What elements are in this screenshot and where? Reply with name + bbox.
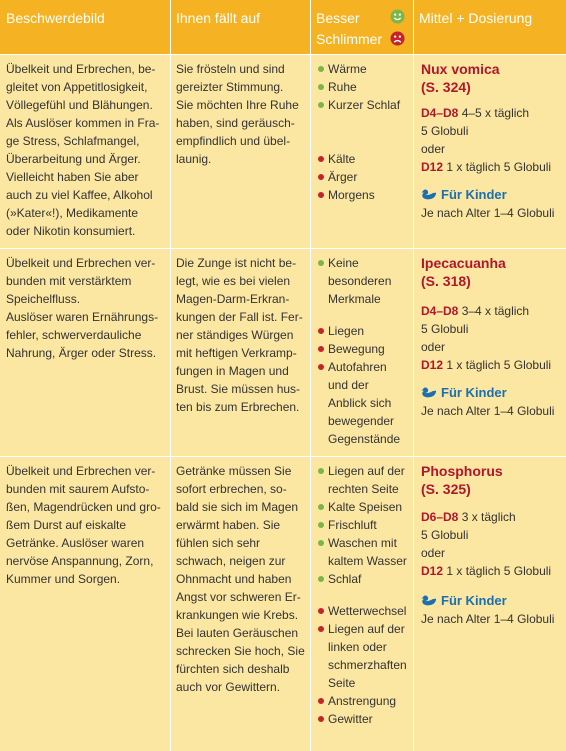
kids-label: Für Kinder — [441, 385, 507, 400]
notice-cell — [176, 60, 308, 168]
column-divider — [310, 0, 311, 751]
worse-item-label: Anblick sich — [328, 396, 392, 410]
better-worse-cell — [318, 60, 413, 204]
worse-item-label: Kälte — [328, 152, 356, 166]
kids-text: Je nach Alter 1–4 Globuli — [421, 404, 555, 418]
remedy-cell — [421, 254, 566, 420]
or-label: oder — [421, 546, 446, 560]
better-item-label: Keine — [328, 256, 359, 270]
green-dot-icon — [318, 66, 324, 72]
text-line: Speichelfluss. — [6, 292, 81, 306]
text-line: fungen in Magen und — [176, 364, 289, 378]
green-dot-icon — [318, 84, 324, 90]
worse-item-label: Wetterwechsel — [328, 604, 407, 618]
text-line: (»Kater«!), Medikamente — [6, 206, 139, 220]
remedy-name: Phosphorus — [421, 463, 503, 479]
better-item-label: Merkmale — [328, 292, 381, 306]
notice-cell — [176, 254, 308, 416]
dose-text: 4–5 x täglich — [461, 106, 530, 120]
dose-text: 1 x täglich 5 Globuli — [446, 564, 552, 578]
text-line: Brust. Sie müssen hus- — [176, 382, 301, 396]
better-item — [318, 96, 413, 114]
better-item — [318, 534, 413, 552]
worse-item-label: Seite — [328, 676, 356, 690]
better-item-label: Kalte Speisen — [328, 500, 403, 514]
remedy-cell — [421, 60, 566, 222]
complaint-cell — [6, 60, 166, 240]
better-item-continuation — [318, 480, 413, 498]
better-item-continuation — [318, 552, 413, 570]
text-line: ten bis zum Erbrechen. — [176, 400, 300, 414]
duck-icon — [421, 386, 437, 398]
text-line: fehler, schwerverdauliche — [6, 328, 142, 342]
dose-potency: D4–D8 — [421, 304, 459, 318]
worse-item-label: Autofahren — [328, 360, 387, 374]
red-dot-icon — [318, 156, 324, 162]
dose-amount: 5 Globuli — [421, 322, 469, 336]
remedy-name: Ipecacuanha — [421, 255, 506, 271]
worse-item-continuation — [318, 430, 413, 448]
text-line: Ohnmacht und haben — [176, 572, 292, 586]
kids-text: Je nach Alter 1–4 Globuli — [421, 206, 555, 220]
text-line: Überarbeitung und Ärger. — [6, 152, 141, 166]
green-dot-icon — [318, 504, 324, 510]
red-dot-icon — [318, 698, 324, 704]
dose-line — [421, 356, 566, 374]
better-item-label: Waschen mit — [328, 536, 397, 550]
worse-item-label: Liegen auf der — [328, 622, 405, 636]
header-notice-label: Ihnen fällt auf — [176, 10, 261, 26]
text-line: Kummer und Sorgen. — [6, 572, 121, 586]
kids-label: Für Kinder — [441, 593, 507, 608]
dose-line — [421, 104, 566, 122]
worse-item — [318, 150, 413, 168]
text-line: fühlen sich sehr — [176, 536, 261, 550]
text-line: Angst vor schweren Er- — [176, 590, 301, 604]
worse-item — [318, 710, 413, 728]
better-item-label: Kurzer Schlaf — [328, 98, 401, 112]
kids-heading — [421, 592, 566, 610]
better-item-label: rechten Seite — [328, 482, 399, 496]
text-line: Sie frösteln und sind — [176, 62, 285, 76]
worse-item-label: Ärger — [328, 170, 358, 184]
worse-item — [318, 620, 413, 638]
green-dot-icon — [318, 576, 324, 582]
better-worse-cell — [318, 462, 413, 728]
text-line: legt, wie es bei vielen — [176, 274, 291, 288]
text-line: Getränke müssen Sie — [176, 464, 292, 478]
header-complaint — [0, 0, 170, 54]
dose-potency: D6–D8 — [421, 510, 459, 524]
text-line: ßem Durst auf eiskalte — [6, 518, 127, 532]
row-divider — [0, 456, 566, 457]
worse-item-label: Anstrengung — [328, 694, 397, 708]
better-item-label: besonderen — [328, 274, 392, 288]
better-item — [318, 78, 413, 96]
text-line: Bei lauten Geräuschen — [176, 626, 299, 640]
sad-face-icon — [390, 31, 405, 46]
worse-item — [318, 168, 413, 186]
header-remedy — [413, 0, 566, 54]
dose-text: 1 x täglich 5 Globuli — [446, 160, 552, 174]
dose-potency: D12 — [421, 358, 444, 372]
kids-text: Je nach Alter 1–4 Globuli — [421, 612, 555, 626]
duck-icon — [421, 188, 437, 200]
worse-item — [318, 322, 413, 340]
worse-item-continuation — [318, 412, 413, 430]
dose-line — [421, 562, 566, 580]
smiling-face-icon — [390, 9, 405, 24]
red-dot-icon — [318, 192, 324, 198]
text-line: ge Stress, Schlafmangel, — [6, 134, 140, 148]
text-line: ßen, Magendrücken und gro- — [6, 500, 161, 514]
text-line: haben, sind geräusch- — [176, 116, 295, 130]
worse-item-label: Morgens — [328, 188, 375, 202]
column-divider — [170, 0, 171, 751]
better-item — [318, 498, 413, 516]
text-line: Nahrung, Ärger oder Stress. — [6, 346, 157, 360]
dose-line — [421, 158, 566, 176]
worse-item — [318, 186, 413, 204]
worse-item — [318, 602, 413, 620]
worse-item-continuation — [318, 656, 413, 674]
header-worse-label: Schlimmer — [316, 31, 383, 47]
better-item — [318, 254, 413, 272]
text-line: oder Nikotin konsumiert. — [6, 224, 136, 238]
red-dot-icon — [318, 174, 324, 180]
better-item — [318, 516, 413, 534]
better-item-continuation — [318, 290, 413, 308]
worse-item-label: schmerzhaften — [328, 658, 407, 672]
text-line: auch vor Gewittern. — [176, 680, 281, 694]
dose-text: 3–4 x täglich — [461, 304, 530, 318]
complaint-cell — [6, 254, 166, 362]
better-item — [318, 570, 413, 588]
worse-item-continuation — [318, 638, 413, 656]
text-line: Die Zunge ist nicht be- — [176, 256, 297, 270]
red-dot-icon — [318, 608, 324, 614]
text-line: Magen-Darm-Erkran- — [176, 292, 290, 306]
duck-icon — [421, 594, 437, 606]
text-line: mit heftigen Verkramp- — [176, 346, 297, 360]
worse-item-continuation — [318, 376, 413, 394]
text-line: bald sie sich im Magen — [176, 500, 299, 514]
worse-item-label: Gewitter — [328, 712, 373, 726]
dose-line — [421, 508, 566, 526]
dose-amount: 5 Globuli — [421, 528, 469, 542]
row-divider — [0, 248, 566, 249]
header-complaint-label: Beschwerdebild — [6, 10, 105, 26]
green-dot-icon — [318, 468, 324, 474]
text-line: Sie möchten Ihre Ruhe — [176, 98, 299, 112]
remedy-page: (S. 318) — [421, 273, 471, 289]
better-item-label: kaltem Wasser — [328, 554, 407, 568]
text-line: Übelkeit und Erbrechen ver- — [6, 464, 156, 478]
text-line: nervöse Anspannung, Zorn, — [6, 554, 154, 568]
header-better-worse — [310, 0, 413, 54]
remedy-page: (S. 325) — [421, 481, 471, 497]
text-line: Getränke. Auslöser waren — [6, 536, 145, 550]
header-better-label: Besser — [316, 10, 360, 26]
notice-cell — [176, 462, 308, 696]
worse-item-label: Gegenstände — [328, 432, 401, 446]
worse-item — [318, 692, 413, 710]
or-label: oder — [421, 142, 446, 156]
text-line: bunden mit verstärktem — [6, 274, 132, 288]
red-dot-icon — [318, 626, 324, 632]
text-line: Auslöser waren Ernährungs- — [6, 310, 159, 324]
table-header — [0, 0, 566, 54]
dose-line — [421, 302, 566, 320]
red-dot-icon — [318, 716, 324, 722]
text-line: auch zu viel Kaffee, Alkohol — [6, 188, 153, 202]
text-line: Als Auslöser kommen in Fra- — [6, 116, 160, 130]
row-divider — [0, 54, 566, 55]
green-dot-icon — [318, 260, 324, 266]
header-notice — [170, 0, 310, 54]
dose-text: 3 x täglich — [461, 510, 516, 524]
column-divider — [413, 0, 414, 751]
worse-item-label: Liegen — [328, 324, 365, 338]
text-line: Übelkeit und Erbrechen, be- — [6, 62, 156, 76]
text-line: schwach, neigen zur — [176, 554, 286, 568]
dose-potency: D12 — [421, 160, 444, 174]
worse-item — [318, 340, 413, 358]
red-dot-icon — [318, 346, 324, 352]
kids-heading — [421, 186, 566, 204]
worse-item — [318, 358, 413, 376]
complaint-cell — [6, 462, 166, 588]
text-line: bunden mit saurem Aufsto- — [6, 482, 150, 496]
or-label: oder — [421, 340, 446, 354]
text-line: Völlegefühl und Blähungen. — [6, 98, 153, 112]
text-line: empfindlich und übel- — [176, 134, 291, 148]
header-remedy-label: Mittel + Dosierung — [419, 10, 533, 26]
better-item-label: Frischluft — [328, 518, 377, 532]
worse-item-continuation — [318, 674, 413, 692]
better-item-label: Wärme — [328, 62, 367, 76]
better-item — [318, 60, 413, 78]
remedy-cell — [421, 462, 566, 628]
red-dot-icon — [318, 364, 324, 370]
worse-item-label: linken oder — [328, 640, 387, 654]
remedy-name: Nux vomica — [421, 61, 500, 77]
text-line: fürchten sich deshalb — [176, 662, 290, 676]
green-dot-icon — [318, 540, 324, 546]
red-dot-icon — [318, 328, 324, 334]
better-item-label: Schlaf — [328, 572, 362, 586]
worse-item-label: und der — [328, 378, 369, 392]
text-line: Übelkeit und Erbrechen ver- — [6, 256, 156, 270]
dose-potency: D4–D8 — [421, 106, 459, 120]
worse-item-label: Bewegung — [328, 342, 385, 356]
remedy-page: (S. 324) — [421, 79, 471, 95]
dose-potency: D12 — [421, 564, 444, 578]
text-line: Vielleicht haben Sie aber — [6, 170, 139, 184]
text-line: schrecken Sie hoch, Sie — [176, 644, 305, 658]
better-item-label: Liegen auf der — [328, 464, 405, 478]
text-line: gleitet von Appetitlosigkeit, — [6, 80, 148, 94]
better-item-continuation — [318, 272, 413, 290]
worse-item-continuation — [318, 394, 413, 412]
better-item-label: Ruhe — [328, 80, 357, 94]
text-line: erwärmt haben. Sie — [176, 518, 281, 532]
kids-label: Für Kinder — [441, 187, 507, 202]
kids-heading — [421, 384, 566, 402]
text-line: sofort erbrechen, so- — [176, 482, 287, 496]
dose-amount: 5 Globuli — [421, 124, 469, 138]
dose-text: 1 x täglich 5 Globuli — [446, 358, 552, 372]
better-worse-cell — [318, 254, 413, 448]
text-line: kungen der Fall ist. Fer- — [176, 310, 303, 324]
green-dot-icon — [318, 102, 324, 108]
text-line: gereizter Stimmung. — [176, 80, 284, 94]
green-dot-icon — [318, 522, 324, 528]
better-item — [318, 462, 413, 480]
text-line: krankungen wie Krebs. — [176, 608, 299, 622]
text-line: launig. — [176, 152, 212, 166]
worse-item-label: bewegender — [328, 414, 395, 428]
text-line: ner ständiges Würgen — [176, 328, 294, 342]
